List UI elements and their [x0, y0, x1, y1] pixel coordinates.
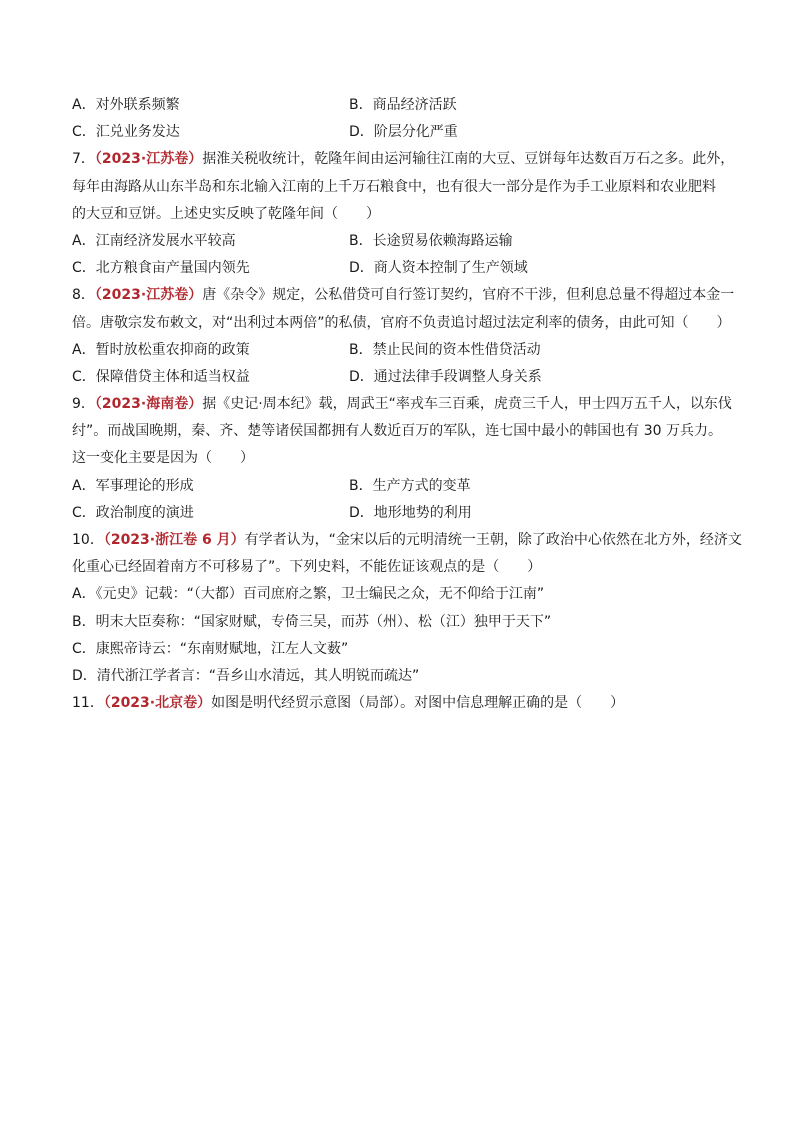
q9-option-d: D．地形地势的利用	[349, 504, 472, 521]
q10-stem-line-1	[72, 527, 742, 554]
q9-option-b: B．生产方式的变革	[349, 477, 471, 494]
q10-option-a: A．《元史》记载：“（大都）百司庶府之繁，卫士编民之众，无不仰给于江南”	[72, 586, 545, 603]
q7-source: （2023·江苏卷）	[94, 151, 203, 168]
q11-source: （2023·北京卷）	[103, 695, 212, 712]
q10-stem-line-2: 化重心已经固着南方不可移易了”。下列史料，不能佐证该观点的是（ ）	[72, 559, 542, 576]
q10-text-1: 有学者认为，“金宋以后的元明清统一王朝，除了政治中心依然在北方外，经济文	[244, 532, 742, 548]
q7-stem-line-3: 的大豆和豆饼。上述史实反映了乾隆年间（ ）	[72, 205, 380, 222]
q7-number: 7．	[72, 151, 95, 168]
q9-stem-line-2: 纣”。而战国晚期，秦、齐、楚等诸侯国都拥有人数近百万的军队，连七国中最小的韩国也有 30 万兵力。	[72, 423, 722, 440]
q6-option-row-2	[72, 119, 724, 146]
q8-stem-line-1	[72, 282, 735, 309]
q10-number: 10．	[72, 532, 104, 548]
q9-option-a: A．军事理论的形成	[72, 477, 194, 494]
q7-stem-line-1	[72, 146, 735, 173]
q7-option-row-2	[72, 255, 724, 282]
q7-stem-line-2: 每年由海路从山东半岛和东北输入江南的上千万石粮食中，也有很大一部分是作为手工业原料和农业肥料	[72, 178, 716, 195]
q6-option-a: A．对外联系频繁	[72, 97, 180, 113]
q6-option-row-1	[72, 92, 724, 119]
q9-option-row-1	[72, 473, 724, 500]
q10-option-c: C．康熙帝诗云：“东南财赋地，江左人文薮”	[72, 640, 349, 657]
q9-stem-line-1	[72, 391, 732, 418]
q9-option-row-2	[72, 500, 724, 527]
q8-stem-line-2: 倍。唐敬宗发布敕文，对“出利过本两倍”的私债，官府不负责追讨超过法定利率的债务，由此可知（ ）	[72, 314, 731, 331]
q7-option-c: C．北方粮食亩产量国内领先	[72, 260, 250, 277]
q8-option-a: A．暂时放松重农抑商的政策	[72, 341, 250, 358]
question-page	[72, 92, 742, 717]
q8-option-b: B．禁止民间的资本性借贷活动	[349, 341, 541, 358]
q7-option-row-1	[72, 228, 724, 255]
q11-stem-line-1	[72, 690, 724, 717]
q9-option-c: C．政治制度的演进	[72, 504, 194, 521]
q11-text-1: 如图是明代经贸示意图（局部）。对图中信息理解正确的是（ ）	[211, 695, 625, 712]
q7-option-b: B．长途贸易依赖海路运输	[349, 232, 513, 249]
q6-option-d: D．阶层分化严重	[349, 124, 458, 141]
q6-option-b: B．商品经济活跃	[349, 97, 457, 113]
q10-option-b: B．明末大臣奏称：“国家财赋，专倚三吴，而苏（州）、松（江）独甲于天下”	[72, 613, 552, 630]
q8-option-row-2	[72, 364, 724, 391]
q7-option-d: D．商人资本控制了生产领域	[349, 260, 528, 277]
q7-option-a: A．江南经济发展水平较高	[72, 232, 236, 249]
q9-source: （2023·海南卷）	[94, 396, 203, 413]
q8-option-c: C．保障借贷主体和适当权益	[72, 368, 250, 385]
q8-option-row-1	[72, 337, 724, 364]
q10-option-d: D．清代浙江学者言：“吾乡山水清远，其人明锐而疏达”	[72, 667, 420, 684]
q7-text-1: 据淮关税收统计，乾隆年间由运河输往江南的大豆、豆饼每年达数百万石之多。此外，	[202, 151, 735, 168]
q9-stem-line-3: 这一变化主要是因为（ ）	[72, 450, 254, 467]
q11-number: 11．	[72, 695, 104, 712]
q9-number: 9．	[72, 396, 95, 413]
q10-source: （2023·浙江卷 6 月）	[103, 532, 245, 548]
q8-option-d: D．通过法律手段调整人身关系	[349, 368, 542, 385]
q6-option-c: C．汇兑业务发达	[72, 124, 180, 141]
q9-text-1: 据《史记·周本纪》载，周武王“率戎车三百乘，虎贲三千人，甲士四万五千人，以东伐	[202, 396, 732, 413]
q8-number: 8．	[72, 287, 95, 304]
q8-source: （2023·江苏卷）	[94, 287, 203, 304]
q8-text-1: 唐《杂令》规定，公私借贷可自行签订契约，官府不干涉，但利息总量不得超过本金一	[202, 287, 735, 304]
